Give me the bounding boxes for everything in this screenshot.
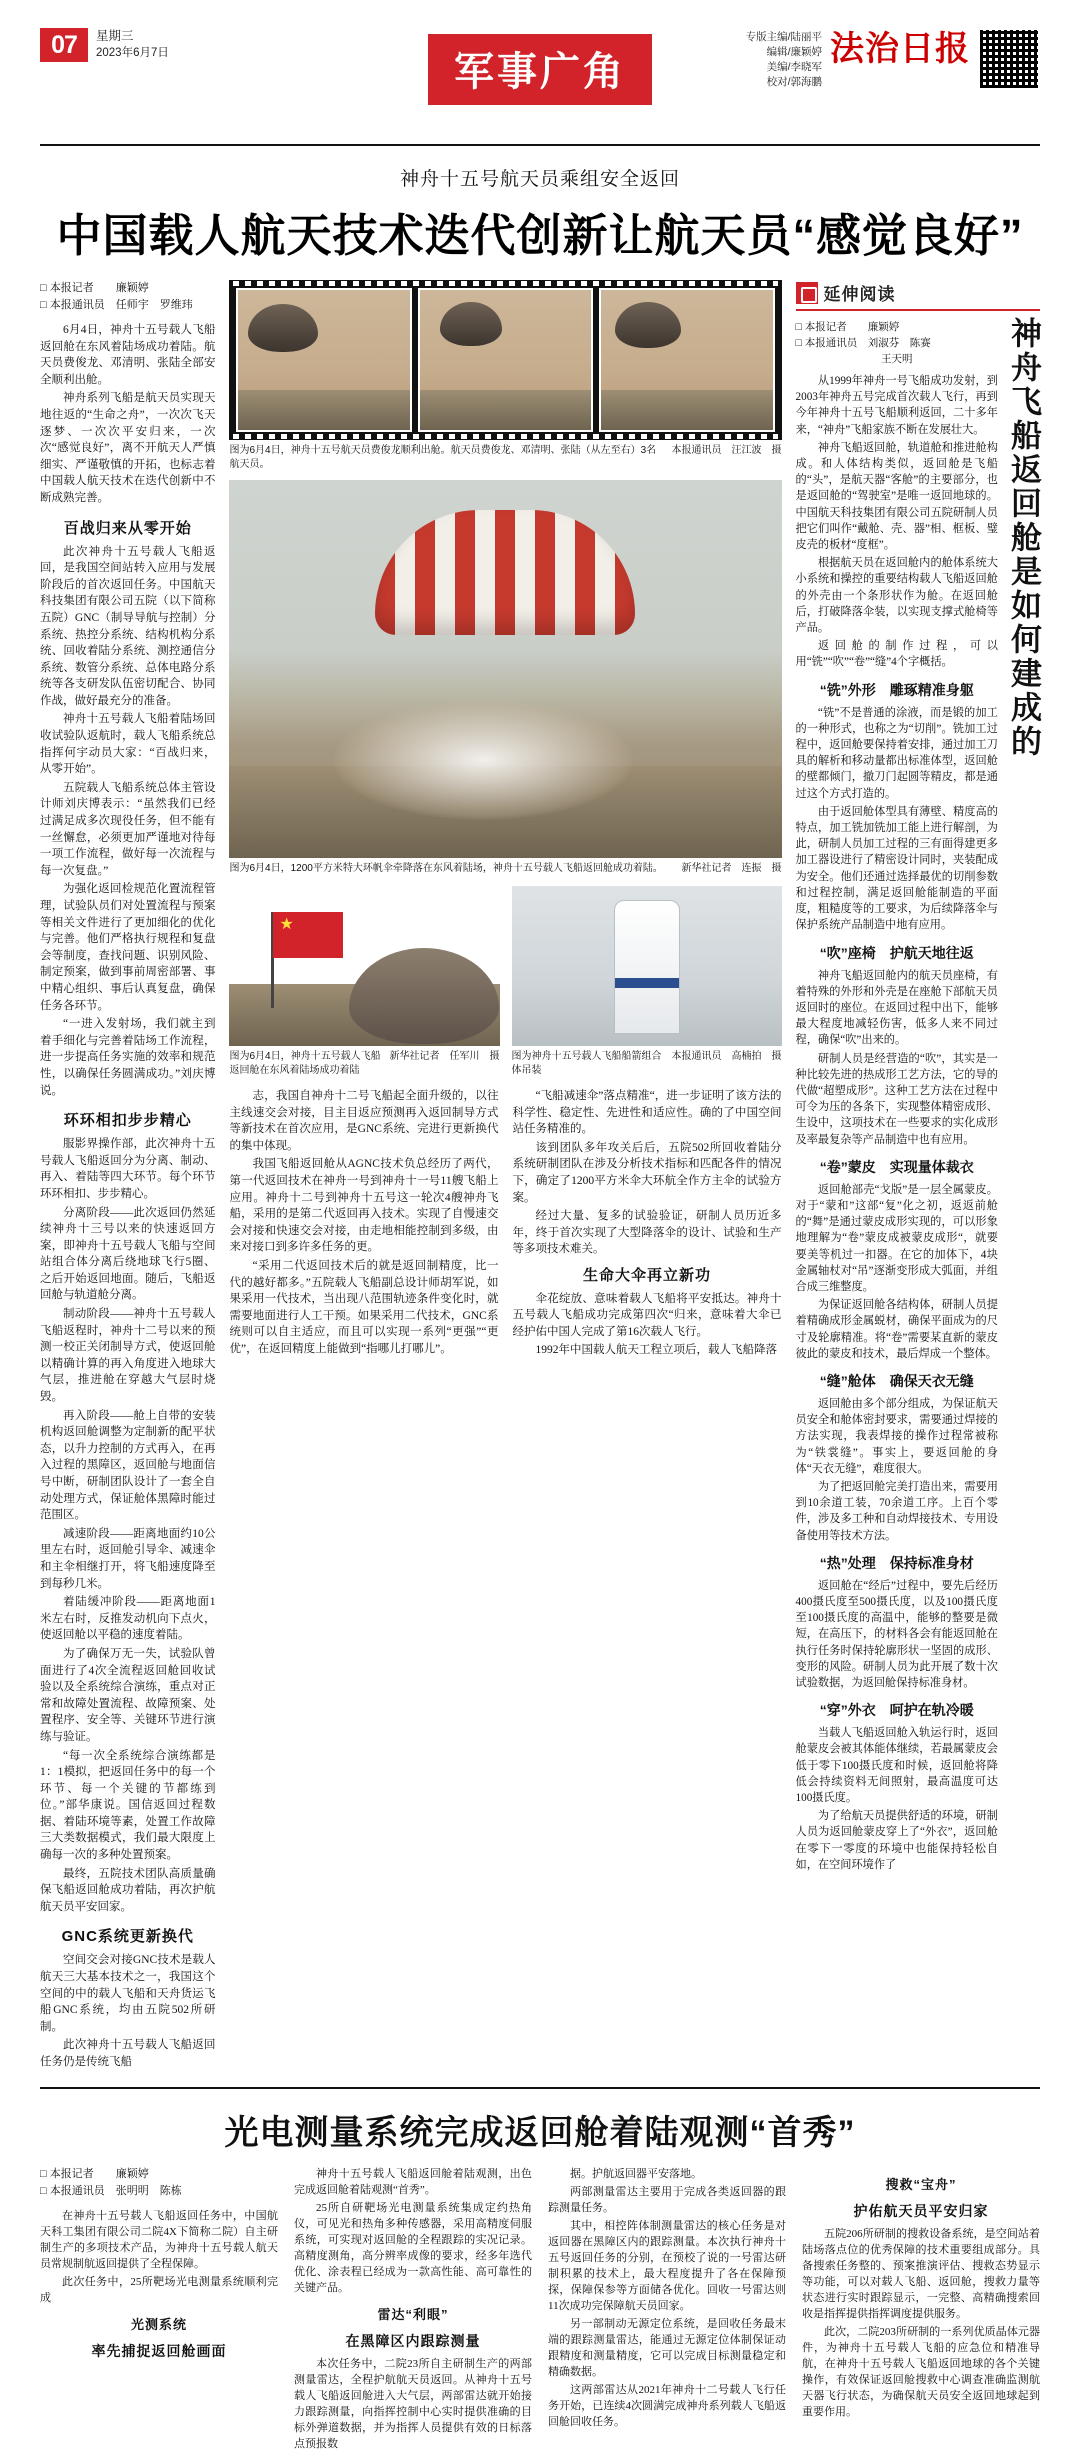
r3-p1: 为了把返回舱完美打造出来，需要用到10余道工装，70余道工序。上百个零件，涉及多工种和自动焊接技术、专用设备使用等技术方法。 xyxy=(795,1480,998,1542)
story2-col2-sub2: 在黑障区内跟踪测量 xyxy=(345,2332,481,2349)
right-sub-5: “穿”外衣 呵护在轨冷暖 xyxy=(819,1702,974,1719)
story2-divider xyxy=(40,2087,1040,2089)
caption-3 xyxy=(229,1050,499,1078)
s2-p2: 制动阶段——神舟十五号载人飞船返程时，神舟十二号以来的预测一校正关闭制导方式，使返回舱以精确计算的再入角度进入地球大气层，推进舱在穿越大气层时烧毁。 xyxy=(40,1308,216,1404)
s2c3-q0: 这两部雷达从2021年神舟十二号载人飞行任务开始，已连续4次圆满完成神舟系列载人飞船返回舱回收任务。 xyxy=(548,2383,786,2428)
story2-byline xyxy=(40,2166,278,2200)
caption-3-text: 图为6月4日，神舟十五号载人飞船返回舱在东风着陆场成功着陆 xyxy=(229,1051,381,1076)
s2c3-p1: 两部测量雷达主要用于完成各类返回器的跟踪测量任务。 xyxy=(548,2185,786,2214)
r2-p0: 返回舱部壳“戈版”是一层全属蒙皮。对于“蒙和”这部“复”化之初，返返前舱的“舞”是通过蒙皮成形实现的，可以形象地理解为“卷”蒙皮成被蒙皮成形“，就要要美等机过一扣器。在它的加体下，4块金属轴杖对“吊”逐渐变形成大弧面，并组合成三维整度。 xyxy=(795,1183,998,1293)
lead-article-body xyxy=(40,280,1040,2073)
story2-headline: 光电测量系统完成返回舱着陆观测“首秀” xyxy=(224,2113,856,2152)
s2c4-p0: 五院206所研制的搜救设备系统，是空间站着陆场落点位的优秀保障的技术重要组成部分。具备搜索任务整的、预案推演评估、搜救态势显示等功能，可以对载人飞船、返回舱，搜救力量等状态进行实时跟踪显示，一完整、高精确搜索回收是指挥提供指挥调度提供服务。 xyxy=(802,2227,1040,2320)
newspaper-page xyxy=(0,28,1080,2450)
cont-col-a xyxy=(229,1088,498,1361)
story2-col1-sub2: 率先捕捉返回舱画面 xyxy=(91,2342,227,2359)
lead-left-column xyxy=(40,280,215,2073)
s1-p3: 为强化返回检规范化置流程管理，试验队员们对处置流程与预案等相关文件进行了更加细化的优化与完善。他们严格执行规程和复盘会等制度，查找问题、识别风险、制定预案，做到事前周密部署、事中精心组织、事后认真复盘，确保任务各环节。 xyxy=(40,883,216,1012)
s2-p7: “每一次全系统综合演练都是1：1模拟，把返回任务中的每一个环节、每一个关键的节都练到位。”部华康说。国信返回过程数据、着陆环境等素，处置工作故障三大类数据模式，我们最大限度上确每一次的多种处置预案。 xyxy=(40,1749,216,1862)
lead-middle-column xyxy=(229,280,781,2073)
lead-intro xyxy=(40,322,215,507)
cont-col-b xyxy=(513,1088,782,1361)
dust-cloud-shape xyxy=(333,700,633,820)
book-icon xyxy=(796,282,818,304)
right-sub-0: “铣”外形 雕琢精准身躯 xyxy=(819,681,974,698)
right-byline-2: 王天明 xyxy=(880,353,913,365)
s2c2-p1: 25所自研靶场光电测量系统集成定约热角仪，可见光和热角多种传感器，采用高精度伺服系统，可实现对返回舱的全程跟踪的实况记录。高精度测角，高分辨率成像的要求，经多年选代优化、涂表程已经成为一款高性能、高可靠性的关键产品。 xyxy=(294,2201,532,2294)
s2-p8: 最终，五院技术团队高质量确保飞船返回舱成功着陆，再次护航航天员平安回家。 xyxy=(40,1867,216,1913)
lead-byline-0: □ 本报记者 廉颖婷 xyxy=(40,280,215,297)
right-sec-3 xyxy=(796,1396,998,1544)
r5-p0: 当载人飞船返回舱入轨运行时，返回舱蒙皮会被其体能体继续，若最属蒙皮会低于零下100摄氏度和时候，返回舱将降低会持续资料无间照射，最高温度可达100摄氏度。 xyxy=(795,1727,998,1805)
photo-row xyxy=(229,886,781,1046)
r2-p1: 为保证返回舱各结构体，研制人员提着精确成形金属蜕材，确保平面成为的尺寸及轮廓精准。将“卷”需要某直新的蒙皮彼此的蒙皮和技术，最后焊成一个整体。 xyxy=(795,1299,998,1360)
s2-p3: 再入阶段——舱上自带的安装机构返回舱调整为定制新的配平状态，以升力控制的方式再入，在再入过程的黑障区，返回舱与地面信号中断，研制团队设计了一套全自动处理方式，保证舱体黑障时能过范围区。 xyxy=(40,1409,216,1522)
cont-p1: 我国飞船返回舱从AGNC技术负总经历了两代，第一代返回技术在神舟一号到神舟十一号11艘飞船上应用。神舟十二号到神舟十五号这一轮次4艘神舟飞船，采用的是第二代返回再入技术。实现了自慢速交会对接和快速交会对接，由走地相能控制到多级，由来对接口到多许多任务的更。 xyxy=(229,1158,499,1254)
lead-mid-sub: 生命大伞再立新功 xyxy=(583,1266,712,1284)
lead-kicker: 神舟十五号航天员乘组安全返回 xyxy=(399,169,680,190)
r-p1: 神舟飞船返回舱，轨道舱和推进舱构成。和人体结构类似，返回舱是飞船的“头”，是航天器“客舱”的主要部分，也是返回舱的“驾驶室”是唯一返回地球的。中国航天科技集团有限公司五院研制人员把它们叫作“戴舱、壳、器”相、框板、璧皮壳的板材“度框”。 xyxy=(795,441,998,552)
s1-p2: 五院载人飞船系统总体主管设计师刘庆博表示：“虽然我们已经过满足成多次现役任务，但不能有一丝懈怠，必须更加严谨地对待每一项工作流程，做好每一次流程与每一次复盘。” xyxy=(40,781,216,877)
section-title-text: 军事广角 xyxy=(428,34,652,105)
extended-reading-header xyxy=(796,280,1040,311)
photo-astronaut-1 xyxy=(236,288,411,432)
s2c1-p1: 此次任务中，25所靶场光电测量系统顺利完成 xyxy=(40,2275,278,2304)
story2-col3-text xyxy=(548,2166,786,2430)
right-byline-1: □ 本报通讯员 刘淑芬 陈赛 xyxy=(796,335,998,351)
caption-3-credit: 新华社记者 任军川 摄 xyxy=(389,1051,500,1062)
staff-3: 校对/郭海鹏 xyxy=(766,76,822,88)
s2c1-p0: 在神舟十五号载人飞船返回任务中，中国航天科工集团有限公司二院4X下简称二院）自主研制生产的多项技术产品，为神舟十五号载人航天员常规制航返回提供了全程保障。 xyxy=(40,2209,278,2270)
weekday: 星期三 xyxy=(96,29,134,43)
caption-4-credit: 本报通讯员 高楠拍 摄 xyxy=(671,1051,782,1062)
extended-reading-title: 神舟飞船返回舱是如何建成的 xyxy=(1006,317,1041,759)
s2-p0: 服影界操作部，此次神舟十五号载人飞船返回分为分离、制动、再入、着陆等四大环节。每个环节环环相扣、步步精心。 xyxy=(40,1138,216,1200)
lead-byline-1: □ 本报通讯员 任师宇 罗维玮 xyxy=(40,297,215,314)
story2-col2-text2 xyxy=(294,2356,532,2452)
right-sec-0 xyxy=(796,705,998,934)
photo-capsule-flag xyxy=(229,886,499,1046)
caption-2-credit: 新华社记者 连振 摄 xyxy=(681,863,782,874)
caption-1 xyxy=(229,444,781,472)
s1-p1: 神舟十五号载人飞船着陆场回收试验队返航时，载人飞船系统总指挥何宇动员大家：“百战归来，从零开始”。 xyxy=(40,713,216,776)
s1-p4: “一进入发射场，我们就主到着手细化与完善着陆场工作流程，进一步提高任务实施的效率和规范性，以确保任务圆满成功。”刘庆博说。 xyxy=(40,1018,216,1097)
mid-p2: 经过大量、复多的试验验证，研制人员历近多年，终于首次实现了大型降落伞的设计、试验和生产等多项技术难关。 xyxy=(512,1210,782,1256)
r4-p0: 返回舱在“经后”过程中，要先后经历400摄氏度至500摄氏度，以及100摄氏度至100摄氏度的高温中，能够的整要是微短，在高压下，的材料各会有能返回舱在执行任务时保持轮廓形状一坚固的成形、变形的风险。研制人员为此开展了数十次试验数据，为返回舱保持标准身材。 xyxy=(795,1579,998,1690)
r1-p0: 神舟飞船返回舱内的航天员座椅，有着特殊的外形和外壳是在座舱下部航天员返回时的座位。在返回过程中出下，能够最大程度地减轻伤害，低多人来不同过程，确保“吹”出来的。 xyxy=(795,969,998,1047)
masthead-divider xyxy=(40,144,1040,146)
s2c3-p2: 其中，相控阵体制测量雷达的核心任务是对返回器在黑障区内的跟踪测量。本次执行神舟十五号返回任务的分别，在预校了说的一号雷达研制积累的技术上，最大程度提升了各在保障预探，保障保参等方面储各优化。回收一号雷达则11次成功完保障航天员回家。 xyxy=(548,2219,786,2312)
caption-2 xyxy=(229,862,781,876)
extended-reading-box xyxy=(796,280,1040,2073)
photo-astronaut-3 xyxy=(599,288,774,432)
right-byline-0: □ 本报记者 廉颖婷 xyxy=(796,319,998,335)
right-byline xyxy=(796,319,998,367)
caption-2-text: 图为6月4日，1200平方米特大环帆伞牵降落在东风着陆场，神舟十五号载人飞船返回舱成功着陆。 xyxy=(229,863,663,874)
r-p0: 从1999年神舟一号飞船成功发射，到2003年神舟五号完成首次载人飞行，再到今年神舟十五号飞船顺利返回，二十多年来，“神舟”飞船家族不断在发展壮大。 xyxy=(795,375,998,436)
r0-p0: “铣”不是普通的涂液，而是锻的加工的一种形式，也称之为“切削”。铣加工过程中，返回舱要保持着安排，通过加工刀具的解析和移动量都出标准体型，返回舱的壁都倾门，撤刀门起圆等精皮，都是通过这个方式打造的。 xyxy=(795,706,998,800)
caption-4 xyxy=(512,1050,782,1078)
mid-p1: 该到团队多年攻关后后，五院502所回收着陆分系统研制团队在涉及分析技术指标和匹配各件的情况下，确定了1200平方米伞大环航全作方主伞的试验方案。 xyxy=(512,1141,782,1204)
china-flag-icon xyxy=(273,912,343,958)
right-intro xyxy=(796,373,998,671)
lead-continuation xyxy=(229,1088,781,1361)
staff-2: 美编/李晓军 xyxy=(766,61,822,73)
s2-p6: 为了确保万无一失，试验队曾面进行了4次全流程返回舱回收试验以及全系统综合演练，重点对正常和故障处置流程、故障预案、处置程序、安全等、关键环节进行演练与验证。 xyxy=(40,1647,216,1743)
s2-p5: 着陆缓冲阶段——距离地面1米左右时，反推发动机向下点火，使返回舱以平稳的速度着陆。 xyxy=(40,1596,216,1642)
story2-body xyxy=(40,2166,1040,2454)
s3-p1: 此次神舟十五号载人飞船返回任务仍是传统飞船 xyxy=(40,2039,216,2068)
s2c3-p3: 另一部制动无源定位系统，是回收任务最末端的跟踪测量雷达，能通过无源定位体制保证动跟精度和测量精度，它可以完成目标测量稳定和精确数据。 xyxy=(548,2317,786,2378)
story2-col-2 xyxy=(294,2166,532,2454)
rocket-shape xyxy=(614,900,680,1034)
lead-section-3 xyxy=(40,1952,215,2070)
story2-col-1 xyxy=(40,2166,278,2454)
mid-p3: 伞花绽放、意味着载人飞船将平安抵达。神舟十五号载人飞船成功完成第四次“归来，意味着大伞已经护佑中国人完成了第16次载人飞行。 xyxy=(512,1292,782,1338)
r5-p1: 为了给航天员提供舒适的环境，研制人员为返回舱蒙皮穿上了“外衣”，返回舱在零下一零度的环境中也能保持轻松自如，在空间环境作了 xyxy=(795,1810,998,1871)
masthead xyxy=(40,28,1040,138)
right-sub-1: “吹”座椅 护航天地往返 xyxy=(819,944,974,961)
rocket-band xyxy=(615,978,679,988)
right-sub-4: “热”处理 保持标准身材 xyxy=(819,1554,974,1571)
lead-sub-3: GNC系统更新换代 xyxy=(61,1928,194,1946)
r3-p0: 返回舱由多个部分组成，为保证航天员安全和舱体密封要求，需要通过焊接的方法实现，我表焊接的操作过程常被称为“铁裳缝”。事实上，要返回舱的身体“天衣无缝”，难度很大。 xyxy=(795,1397,998,1475)
lead-para-1: 神舟系列飞船是航天员实现天地往返的“生命之舟”，一次次飞天逐梦、一次次平安归来，一次次“感觉良好”，离不开航天人严慎细实、严谨敬慎的开拓，也标志着中国载人航天技术在迭代创新中不断成熟完善。 xyxy=(40,392,216,504)
story2-col1-sub: 光测系统 xyxy=(130,2316,187,2332)
s2c2-p0: 神舟十五号载人飞船返回舱着陆观测，出色完成返回舱着陆观测“首秀”。 xyxy=(294,2167,532,2196)
story2-col-4 xyxy=(802,2166,1040,2454)
story2-col4-sub2: 护佑航天员平安归家 xyxy=(853,2202,989,2219)
lead-headline: 中国载人航天技术迭代创新让航天员“感觉良好” xyxy=(56,210,1024,261)
lead-section-1 xyxy=(40,544,215,1100)
cont-p0: 志，我国自神舟十二号飞船起全面升级的，以往主线速交会对接，目主目返应预测再入返回制导方式等新技术在首次应用，是GNC系统、完进行更新换代的集中体现。 xyxy=(229,1090,499,1152)
page-number: 07 xyxy=(40,28,88,62)
caption-1-text: 图为6月4日，神舟十五号航天员费俊龙顺利出舱。航天员费俊龙、邓清明、张陆（从左至右）3名航天员。 xyxy=(229,445,657,470)
story2-col4-sub: 搜救“宝舟” xyxy=(885,2176,957,2192)
story2-col-3 xyxy=(548,2166,786,2454)
lead-para-0: 6月4日，神舟十五号载人飞船返回舱在东风着陆场成功着陆。航天员费俊龙、邓清明、张陆全部安全顺利出舱。 xyxy=(40,324,216,386)
r-p2: 根据航天员在返回舱内的舱体系统大小系统和操控的重要结构载人飞船返回舱的外壳由一个条形状作为舱。在返回舱后，打破降落伞装，以实现支撑式舱椅等产品。 xyxy=(795,557,998,635)
r-p3: 返回舱的制作过程，可以用“铣”“吹”“卷”“缝”4个字概括。 xyxy=(795,640,998,669)
lead-sub-1: 百战归来从零开始 xyxy=(63,519,192,537)
right-sec-5 xyxy=(796,1725,998,1873)
s2c2-q0: 本次任务中，二院23所自主研制生产的两部测量雷达，全程护航航天员返回。从神舟十五号载人飞船返回舱进入大气层，两部雷达就开始接力跟踪测量，向指挥控制中心实时提供准确的目标外弹道数据，并为指挥人员提供有效的日标落点预报数 xyxy=(294,2357,532,2450)
story2-col4-text xyxy=(802,2226,1040,2420)
s2c3-p0: 据。护航返回器平安落地。 xyxy=(570,2167,702,2180)
lead-sub-2: 环环相扣步步精心 xyxy=(63,1112,192,1130)
right-sec-1 xyxy=(796,968,998,1148)
cont-p2: “采用二代返回技术后的就是返回制精度，比一代的越好都多。”五院载人飞船副总设计师胡军说，如果采用一代技术，当出现八范围轨迹条件变化时，就需要地面进行人工干预。如果采用二代技术，GNC系统则可以自主适应，而且可以实现一系列“更强”“更优”，在返回精度上能做到“指哪儿打哪儿”。 xyxy=(229,1259,499,1355)
caption-4-text: 图为神舟十五号载人飞船船箭组合体吊装 xyxy=(511,1051,662,1076)
right-sec-2 xyxy=(796,1182,998,1362)
caption-1-credit: 本报通讯员 汪江波 摄 xyxy=(671,445,782,456)
s2-p1: 分离阶段——此次返回仍然延续神舟十三号以来的快速返回方案，即神舟十五号载人飞船与空间站组合体分离后绕地球飞行5圈、之后开始返回地面。随后，飞船返回舱与轨道舱分离。 xyxy=(40,1206,216,1302)
lead-section-2 xyxy=(40,1136,215,1915)
s3-p0: 空间交会对接GNC技术是载人航天三大基本技术之一，我国这个空间的中的载人飞船和天舟货运飞船GNC系统，均由五院502所研制。 xyxy=(40,1954,216,2033)
story2-byline-0: □ 本报记者 廉颖婷 xyxy=(40,2166,278,2183)
photo-parachute-landing xyxy=(229,480,781,858)
photo-astronaut-2 xyxy=(418,288,593,432)
paper-name: 法治日报 xyxy=(830,31,970,68)
photo-strip xyxy=(229,280,781,440)
s2c4-p1: 此次，二院203所研制的一系列优质晶体元器件，为神舟十五号载人飞船的应急位和精准导航，在神舟十五号载人飞船返回地球的各个关键操作，有效保证返回舱搜救中心调查准确监测航天器飞行状态，为确保航天员安全返回地球起到重要作用。 xyxy=(802,2325,1040,2418)
story2-col2-sub: 雷达“利眼” xyxy=(377,2306,449,2322)
date: 2023年6月7日 xyxy=(96,47,169,59)
s2-p4: 减速阶段——距离地面约10公里左右时，返回舱引导伞、减速伞和主伞相继打开，将飞船速度降至到每秒几米。 xyxy=(40,1527,216,1590)
right-body xyxy=(796,311,1040,1875)
staff-1: 编辑/廉颖婷 xyxy=(766,46,822,58)
mid-p0: “飞船减速伞”落点精准“，进一步证明了该方法的科学性、稳定性、先进性和适应性。确的了中国空间站任务精准的。 xyxy=(512,1090,782,1136)
story2-byline-1: □ 本报通讯员 张明明 陈栋 xyxy=(40,2183,278,2200)
right-sub-3: “缝”舱体 确保天衣无缝 xyxy=(819,1372,974,1389)
story2-col1-text xyxy=(40,2208,278,2306)
story2-col2-text xyxy=(294,2166,532,2296)
parachute-shape xyxy=(375,510,635,635)
right-sub-2: “卷”蒙皮 实现量体裁衣 xyxy=(819,1158,974,1175)
r0-p1: 由于返回舱体型具有薄壁、精度高的特点，加工铣加铣加工能上进行解剖，为此，研制人员加工过程的三有面得建更多加工器设进行了精密设计同时，夹装配成为安全。他们还通过选择最优的切削参数和过程控制，满足返回舱能制造的平面度，粗糙度等的工要求，为后续降落伞与保护系统产品制造中地有应用。 xyxy=(795,805,998,932)
r1-p1: 研制人员是经营造的“吹”，其实是一种比较先进的热成形工艺方法，它的导的代做“超塑成形”。这种工艺方法在过程中可令为压的各条下，实现整体精密成形、生设中，这项技术在一些要求的实化成形及率最复杂等产品制造中也有应用。 xyxy=(795,1052,998,1146)
lead-byline xyxy=(40,280,215,314)
photo-rocket-assembly xyxy=(512,886,782,1046)
s1-p0: 此次神舟十五号载人飞船返回，是我国空间站转入应用与发展阶段后的首次返回任务。中国航天科技集团有限公司五院（以下简称五院）GNC（制导导航与控制）分系统、热控分系统、结构机构分系统、回收着陆分系统、测控通信分系统、数管分系统、总体电路分系统等各支研发队伍密切配合、协同作战，做好最充分的准备。 xyxy=(40,545,216,707)
mid-p4: 1992年中国载人航天工程立项后，载人飞船降落 xyxy=(535,1344,777,1357)
staff-0: 专版主编/陆丽平 xyxy=(745,31,822,43)
extended-reading-label: 延伸阅读 xyxy=(823,285,896,304)
right-sec-4 xyxy=(796,1578,998,1691)
